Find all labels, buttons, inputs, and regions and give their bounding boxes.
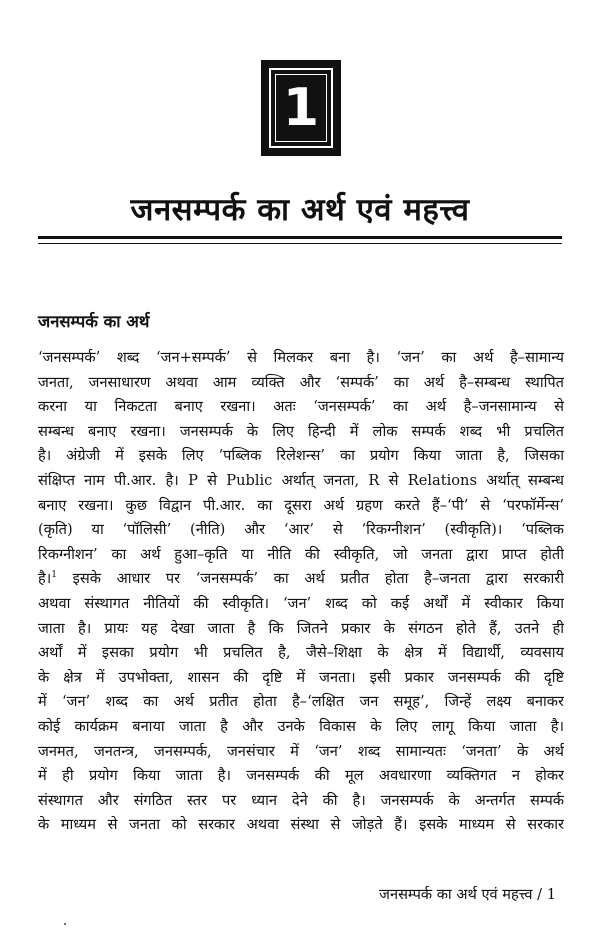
body-line-12: जाता है। प्रायः यह देखा जाता है कि जितने प्रकार के संगठन होते हैं, उतने ही [38, 619, 564, 637]
body-line-20: के माध्यम से जनता को सरकार अथवा संस्था से जोड़ते हैं। इसके माध्यम से सरकार [38, 816, 564, 834]
body-line-15: में ‘जन’ शब्द का अर्थ प्रतीत होता है–‘लक्षित जन समूह’, जिन्हें लक्ष्य बनाकर [38, 693, 564, 711]
body-line-5: है। अंग्रेजी में इसके लिए ‘पब्लिक रिलेशन्स’ का प्रयोग किया जाता है, जिसका [38, 447, 564, 465]
body-line-1: ‘जनसम्पर्क’ शब्द ‘जन+सम्पर्क’ से मिलकर बना है। ‘जन’ का अर्थ है–सामान्य [38, 349, 564, 366]
body-line-17: जनमत, जनतन्त्र, जनसम्पर्क, जनसंचार में ‘जन’ शब्द सामान्यतः ‘जनता’ के अर्थ [38, 742, 564, 760]
body-line-10-start: है। [38, 570, 52, 588]
body-line-16: कोई कार्यक्रम बनाया जाता है और उनके विकास के लिए लागू किया जाता है। [38, 717, 564, 735]
title-rule-thick [38, 236, 562, 239]
chapter-badge-frame [261, 60, 341, 156]
body-line-9: रिकग्नीशन’ का अर्थ हुआ–कृति या नीति की स्वीकृति, जो जनता द्वारा प्राप्त होती [38, 545, 564, 563]
section-heading: जनसम्पर्क का अर्थ [38, 312, 150, 331]
chapter-title: जनसम्पर्क का अर्थ एवं महत्त्व [130, 192, 470, 228]
body-line-8: (कृति) या ‘पॉलिसी’ (नीति) और ‘आर’ से ‘रिकग्नीशन’ (स्वीकृति)। ‘पब्लिक [38, 521, 564, 539]
body-line-4: सम्बन्ध बनाए रखना। जनसम्पर्क के लिए हिन्दी में लोक सम्पर्क शब्द भी प्रचलित [38, 422, 564, 440]
body-line-14: के क्षेत्र में उपभोक्ता, शासन की दृष्टि में जनता। इसी प्रकार जनसम्पर्क की दृष्टि [38, 668, 564, 686]
body-line-2: जनता, जनसाधारण अथवा आम व्यक्ति और ‘सम्पर्क’ का अर्थ है–सम्बन्ध स्थापित [38, 373, 564, 391]
running-footer: जनसम्पर्क का अर्थ एवं महत्त्व / 1 [379, 886, 556, 903]
body-line-7: बनाए रखना। कुछ विद्वान पी.आर. का दूसरा अर्थ ग्रहण करते हैं–‘पी’ से ‘परफॉर्मेन्स’ [38, 496, 564, 514]
body-line-10 [38, 567, 564, 592]
body-line-19: संस्थागत और संगठित स्तर पर ध्यान देने की है। जनसम्पर्क के अन्तर्गत सम्पर्क [38, 791, 564, 809]
body-line-3: करना या निकटता बनाए रखना। अतः ‘जनसम्पर्क’ का अर्थ है–जनसामान्य से [38, 398, 564, 416]
title-rule-thin [38, 243, 562, 244]
chapter-number: 1 [282, 78, 320, 138]
footnote-marker: 1 [51, 570, 58, 581]
body-paragraph [38, 346, 564, 838]
body-line-13: अर्थों में इसका प्रयोग भी प्रचलित है, जैसे–शिक्षा के क्षेत्र में विद्यार्थी, व्यवसाय [38, 644, 564, 662]
body-line-11: अथवा संस्थागत नीतियों की स्वीकृति। ‘जन’ शब्द को कई अर्थों में स्वीकार किया [38, 594, 564, 612]
body-line-10-rest: इसके आधार पर ‘जनसम्पर्क’ का अर्थ प्रतीत होता है–जनता द्वारा सरकारी [57, 570, 564, 588]
body-line-18: में ही प्रयोग किया जाता है। जनसम्पर्क की मूल अवधारणा व्यक्तिगत न होकर [38, 767, 564, 785]
print-speck [64, 923, 66, 925]
body-line-6: संक्षिप्त नाम पी.आर. है। P से Public अर्थात् जनता, R से Relations अर्थात् सम्बन्ध [38, 471, 564, 489]
chapter-number-badge [261, 60, 341, 156]
